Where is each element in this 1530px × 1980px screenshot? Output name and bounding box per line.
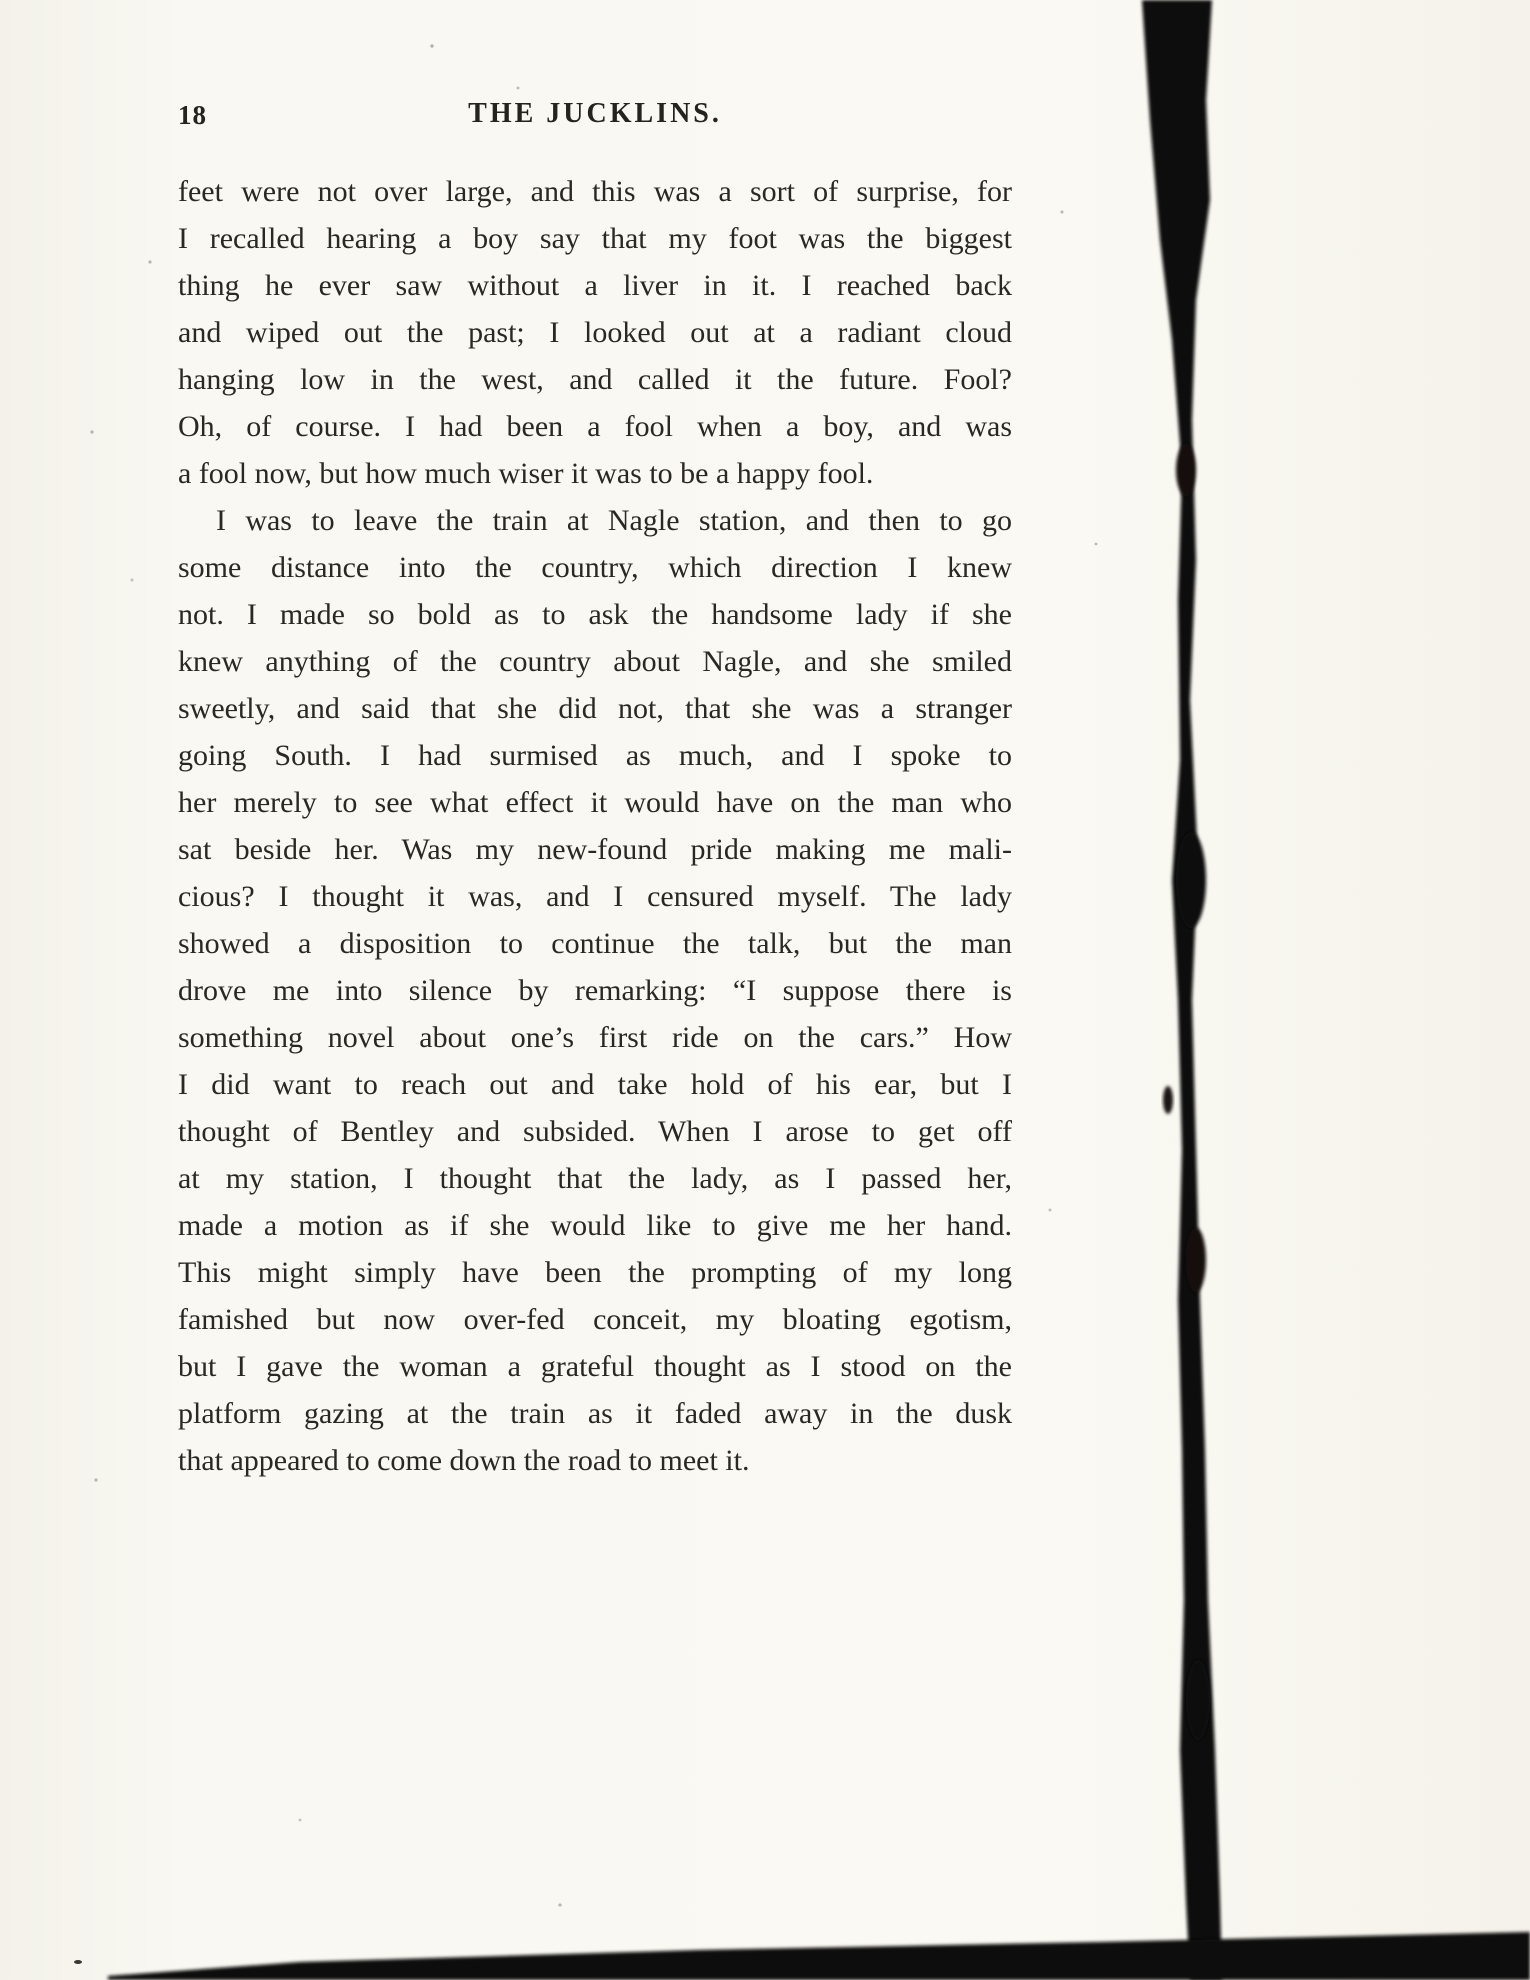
scan-speck bbox=[74, 1960, 82, 1964]
text-line: thought of Bentley and subsided. When I arose to get off bbox=[178, 1115, 1012, 1148]
text-line: at my station, I thought that the lady, as I passed her, bbox=[178, 1162, 1012, 1195]
scan-speck bbox=[1061, 211, 1064, 214]
binding-blot bbox=[1176, 832, 1206, 928]
paragraph bbox=[178, 497, 1012, 1484]
scan-speck bbox=[558, 1903, 561, 1906]
running-title: THE JUCKLINS. bbox=[468, 98, 722, 129]
text-line: thing he ever saw without a liver in it. I reached back bbox=[178, 269, 1012, 302]
scan-speck bbox=[1095, 543, 1098, 546]
text-line: platform gazing at the train as it faded away in the dusk bbox=[178, 1397, 1012, 1430]
text-line: something novel about one’s first ride on the cars.” How bbox=[178, 1021, 1012, 1054]
scan-speck bbox=[517, 87, 520, 90]
scan-speck bbox=[1049, 1209, 1052, 1212]
text-line: sweetly, and said that she did not, that she was a stranger bbox=[178, 692, 1012, 725]
text-line: made a motion as if she would like to give me her hand. bbox=[178, 1209, 1012, 1242]
text-line: cious? I thought it was, and I censured myself. The lady bbox=[178, 880, 1012, 913]
scan-speck bbox=[148, 260, 151, 263]
page-number: 18 bbox=[178, 100, 207, 130]
text-line: I did want to reach out and take hold of his ear, but I bbox=[178, 1068, 1012, 1101]
text-line: I recalled hearing a boy say that my foot was the biggest bbox=[178, 222, 1012, 255]
binding-blot bbox=[1176, 444, 1196, 496]
text-line: I was to leave the train at Nagle station, and then to go bbox=[216, 504, 1012, 537]
text-line: sat beside her. Was my new-found pride making me mali- bbox=[178, 833, 1012, 866]
text-line: her merely to see what effect it would have on the man who bbox=[178, 786, 1012, 819]
binding-blot bbox=[1186, 1660, 1210, 1740]
text-line: drove me into silence by remarking: “I suppose there is bbox=[178, 974, 1012, 1007]
binding-shadow bbox=[1142, 0, 1222, 1980]
scan-speck bbox=[90, 430, 93, 433]
text-line: that appeared to come down the road to meet it. bbox=[178, 1444, 750, 1477]
scan-speck bbox=[430, 44, 433, 47]
text-line: but I gave the woman a grateful thought as I stood on the bbox=[178, 1350, 1012, 1383]
text-line: knew anything of the country about Nagle, and she smiled bbox=[178, 645, 1012, 678]
page-text bbox=[178, 168, 1012, 1484]
text-line: going South. I had surmised as much, and I spoke to bbox=[178, 739, 1012, 772]
binding-blot bbox=[1186, 1228, 1206, 1292]
page-header bbox=[178, 98, 1012, 138]
text-line: a fool now, but how much wiser it was to be a happy fool. bbox=[178, 457, 874, 490]
scan-speck bbox=[94, 1478, 97, 1481]
text-line: showed a disposition to continue the talk, but the man bbox=[178, 927, 1012, 960]
text-line: some distance into the country, which direction I knew bbox=[178, 551, 1012, 584]
bottom-scan-bar bbox=[108, 1932, 1530, 1980]
text-line: hanging low in the west, and called it the future. Fool? bbox=[178, 363, 1012, 396]
text-line: not. I made so bold as to ask the handsome lady if she bbox=[178, 598, 1012, 631]
scan-speck bbox=[299, 1819, 302, 1822]
text-line: Oh, of course. I had been a fool when a boy, and was bbox=[178, 410, 1012, 443]
binding-blot bbox=[1163, 1086, 1173, 1114]
paragraph bbox=[178, 168, 1012, 497]
text-line: This might simply have been the prompting of my long bbox=[178, 1256, 1012, 1289]
text-line: feet were not over large, and this was a sort of surprise, for bbox=[178, 175, 1012, 208]
text-line: famished but now over-fed conceit, my bloating egotism, bbox=[178, 1303, 1012, 1336]
scan-speck bbox=[131, 579, 134, 582]
text-line: and wiped out the past; I looked out at a radiant cloud bbox=[178, 316, 1012, 349]
